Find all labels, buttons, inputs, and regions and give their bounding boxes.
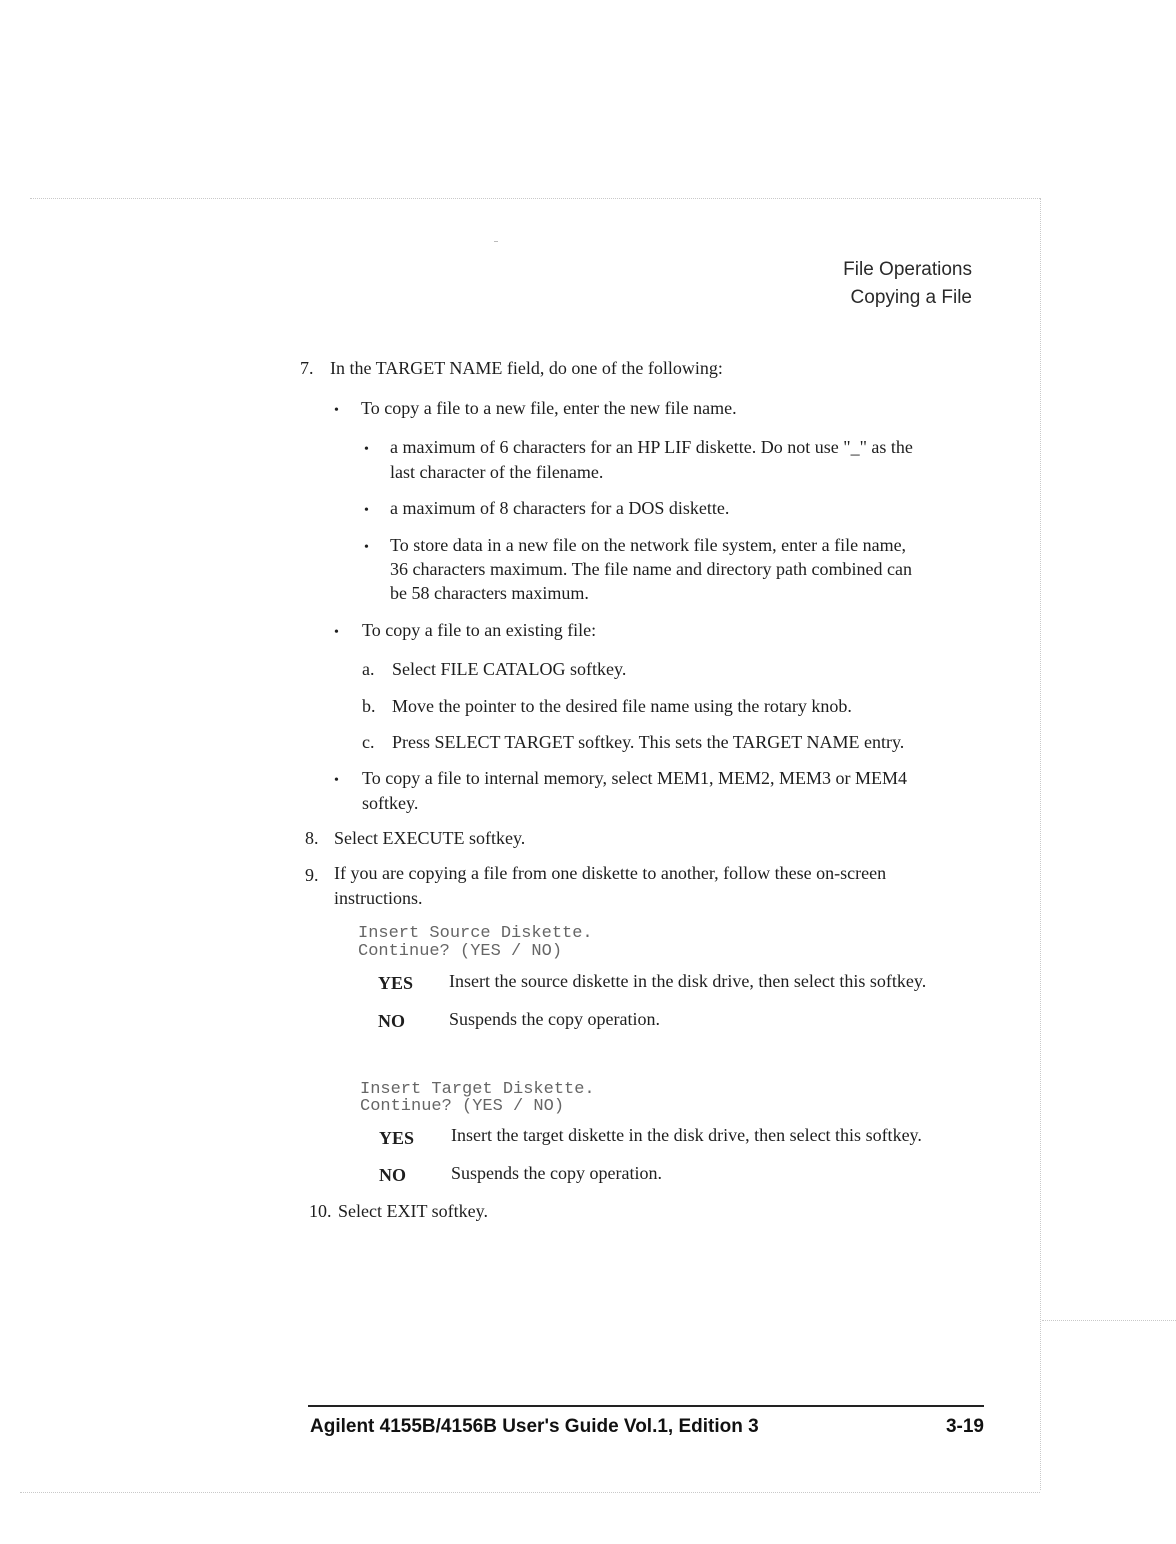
list-item-text: a maximum of 8 characters for a DOS diskette. xyxy=(390,498,730,518)
footer-rule xyxy=(308,1405,984,1407)
scan-edge-bottom xyxy=(20,1492,1040,1493)
sub-step-label: c. xyxy=(362,732,375,752)
softkey-description: Suspends the copy operation. xyxy=(449,1009,660,1029)
step-number: 9. xyxy=(305,865,319,885)
softkey-description: Insert the target diskette in the disk drive, then select this softkey. xyxy=(451,1125,922,1145)
step-number: 10. xyxy=(309,1201,332,1221)
softkey-description: Suspends the copy operation. xyxy=(451,1163,662,1183)
step-text: Select EXECUTE softkey. xyxy=(334,828,526,848)
screen-prompt-line: Insert Target Diskette. xyxy=(360,1080,595,1099)
bullet-icon: • xyxy=(334,625,339,640)
scan-edge-right-extension xyxy=(1042,1320,1176,1321)
softkey-label: NO xyxy=(379,1165,406,1185)
bullet-icon: • xyxy=(334,403,339,418)
softkey-description: Insert the source diskette in the disk drive, then select this softkey. xyxy=(449,971,927,991)
step-text: instructions. xyxy=(334,888,423,908)
screen-prompt-line: Insert Source Diskette. xyxy=(358,924,593,943)
screen-prompt-line: Continue? (YES / NO) xyxy=(360,1097,565,1116)
scan-speck xyxy=(494,241,498,242)
chapter-title: File Operations xyxy=(843,259,972,280)
softkey-label: NO xyxy=(378,1011,405,1031)
list-item-text: last character of the filename. xyxy=(390,462,604,482)
softkey-label: YES xyxy=(379,1128,415,1148)
sub-step-label: a. xyxy=(362,659,375,679)
step-text: Select EXIT softkey. xyxy=(338,1201,488,1221)
bullet-icon: • xyxy=(334,773,339,788)
bullet-icon: • xyxy=(364,503,369,518)
step-number: 7. xyxy=(300,358,314,378)
scan-edge-right xyxy=(1040,198,1041,1490)
step-number: 8. xyxy=(305,828,319,848)
sub-step-text: Press SELECT TARGET softkey. This sets the TARGET NAME entry. xyxy=(392,732,905,752)
bullet-icon: • xyxy=(364,442,369,457)
list-item-text: a maximum of 6 characters for an HP LIF diskette. Do not use "_" as the xyxy=(390,437,913,457)
running-header xyxy=(843,256,972,312)
sub-step-text: Move the pointer to the desired file name using the rotary knob. xyxy=(392,696,852,716)
screen-prompt-line: Continue? (YES / NO) xyxy=(358,942,563,961)
list-item-text: be 58 characters maximum. xyxy=(390,583,589,603)
list-item-text: To copy a file to a new file, enter the new file name. xyxy=(361,398,737,418)
list-item-text: To store data in a new file on the network file system, enter a file name, xyxy=(390,535,907,555)
page-number: 3-19 xyxy=(945,1416,984,1437)
sub-step-text: Select FILE CATALOG softkey. xyxy=(392,659,627,679)
list-item-text: 36 characters maximum. The file name and directory path combined can xyxy=(390,559,912,579)
list-item-text: To copy a file to an existing file: xyxy=(362,620,597,640)
step-text: In the TARGET NAME field, do one of the following: xyxy=(330,358,723,378)
list-item-text: softkey. xyxy=(362,793,419,813)
scan-edge-top xyxy=(30,198,1040,199)
section-title: Copying a File xyxy=(850,287,972,308)
footer-title: Agilent 4155B/4156B User's Guide Vol.1, Edition 3 xyxy=(310,1416,759,1437)
list-item-text: To copy a file to internal memory, select MEM1, MEM2, MEM3 or MEM4 xyxy=(362,768,907,788)
sub-step-label: b. xyxy=(362,696,376,716)
step-text: If you are copying a file from one diskette to another, follow these on-screen xyxy=(334,863,887,883)
bullet-icon: • xyxy=(364,540,369,555)
softkey-label: YES xyxy=(378,973,414,993)
